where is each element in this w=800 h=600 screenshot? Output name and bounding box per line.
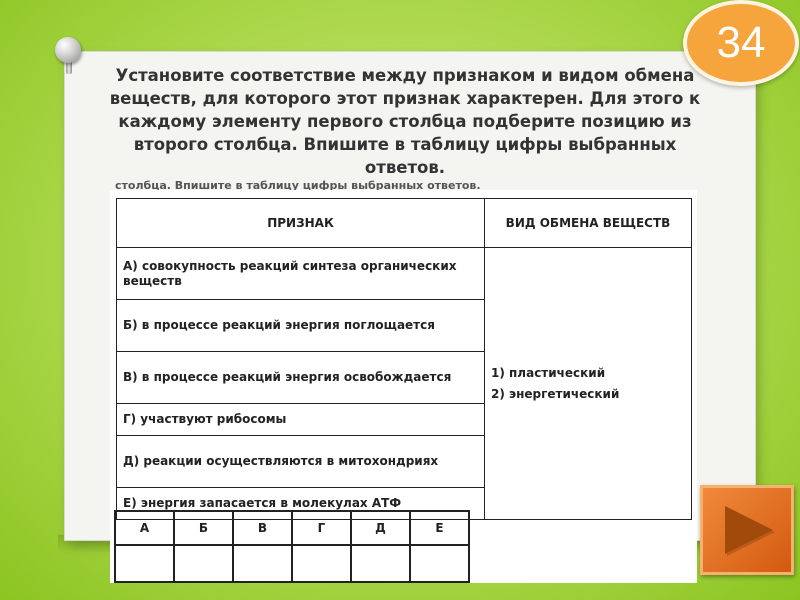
matching-table xyxy=(116,198,692,520)
answer-letter: Г xyxy=(292,511,351,545)
pushpin-icon xyxy=(55,37,81,63)
feature-row: Е) энергия запасается в молекулах АТФ xyxy=(117,488,485,520)
answer-letter: Д xyxy=(351,511,410,545)
header-metabolism-type: ВИД ОБМЕНА ВЕЩЕСТВ xyxy=(485,199,692,248)
answer-letter: В xyxy=(233,511,292,545)
metabolism-type-item: 1) пластический xyxy=(491,365,606,380)
slide-number-badge: 34 xyxy=(683,0,799,86)
feature-row: В) в процессе реакций энергия освобождается xyxy=(117,352,485,404)
feature-row: Г) участвуют рибосомы xyxy=(117,404,485,436)
metabolism-types-cell xyxy=(485,248,692,520)
next-slide-button[interactable] xyxy=(700,485,794,575)
worksheet-image xyxy=(110,190,697,583)
answer-table xyxy=(114,510,470,583)
answer-cell[interactable] xyxy=(233,545,292,582)
answer-cell[interactable] xyxy=(292,545,351,582)
answer-letter: А xyxy=(115,511,174,545)
answer-cell[interactable] xyxy=(410,545,469,582)
header-feature: ПРИЗНАК xyxy=(117,199,485,248)
feature-row: Б) в процессе реакций энергия поглощается xyxy=(117,300,485,352)
feature-row: А) совокупность реакций синтеза органических веществ xyxy=(117,248,485,300)
feature-row: Д) реакции осуществляются в митохондриях xyxy=(117,436,485,488)
task-instruction: Установите соответствие между признаком и видом обмена веществ, для которого этот признак характерен. Для этого к каждому элементу первого столбца подберите позицию из второго столбца. Впишите в таблицу цифры выбранных ответов. xyxy=(109,66,701,177)
answer-letter: Е xyxy=(410,511,469,545)
answer-cell[interactable] xyxy=(115,545,174,582)
metabolism-type-item: 2) энергетический xyxy=(491,386,620,401)
answer-cell[interactable] xyxy=(351,545,410,582)
cropped-text-fragment: столбца. Впишите в таблицу цифры выбранных ответов. xyxy=(115,180,481,190)
play-arrow-icon xyxy=(717,502,777,558)
answer-cell[interactable] xyxy=(174,545,233,582)
answer-letter: Б xyxy=(174,511,233,545)
